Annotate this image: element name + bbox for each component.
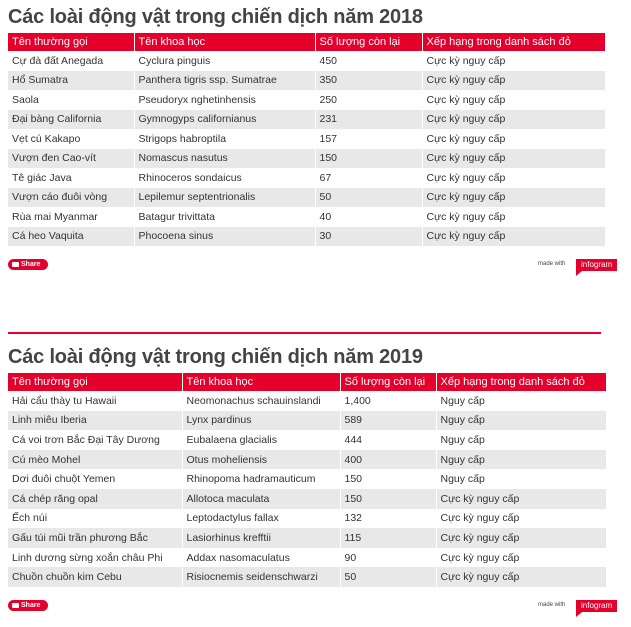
table-row [8,391,606,411]
cell-scientific-name: Otus moheliensis [182,450,340,470]
cell-remaining: 157 [315,129,422,149]
share-button[interactable] [8,600,48,611]
cell-remaining: 115 [340,528,436,548]
section-2019 [8,346,606,587]
table-row [8,489,606,509]
cell-red-list: Nguy cấp [436,469,606,489]
cell-common-name: Cú mèo Mohel [8,450,182,470]
cell-remaining: 231 [315,110,422,130]
col-remaining: Số lượng còn lại [315,33,422,51]
col-common-name: Tên thường gọi [8,33,134,51]
col-remaining: Số lượng còn lại [340,373,436,391]
cell-common-name: Vượn cáo đuôi vòng [8,188,134,208]
cell-scientific-name: Rhinoceros sondaicus [134,168,315,188]
col-scientific-name: Tên khoa học [134,33,315,51]
table-row [8,509,606,529]
cell-scientific-name: Lasiorhinus krefftii [182,528,340,548]
table-row [8,188,605,208]
cell-common-name: Chuồn chuồn kim Cebu [8,567,182,587]
cell-scientific-name: Gymnogyps californianus [134,110,315,130]
cell-remaining: 30 [315,227,422,247]
cell-remaining: 40 [315,207,422,227]
cell-common-name: Saola [8,90,134,110]
cell-red-list: Cực kỳ nguy cấp [436,548,606,568]
table-row [8,51,605,71]
section-divider [8,332,601,334]
species-table-2018 [8,33,605,246]
cell-common-name: Rùa mai Myanmar [8,207,134,227]
section-2018 [8,6,606,246]
share-label: Share [21,261,41,268]
table-row [8,411,606,431]
cell-red-list: Cực kỳ nguy cấp [422,110,605,130]
section-title: Các loài động vật trong chiến dịch năm 2018 [8,6,423,28]
table-body [8,391,606,587]
cell-scientific-name: Nomascus nasutus [134,149,315,169]
made-with-text: made with [538,602,566,608]
col-red-list: Xếp hạng trong danh sách đỏ [436,373,606,391]
cell-red-list: Cực kỳ nguy cấp [422,168,605,188]
table-row [8,469,606,489]
cell-remaining: 50 [315,188,422,208]
cell-scientific-name: Strigops habroptila [134,129,315,149]
cell-red-list: Nguy cấp [436,411,606,431]
cell-scientific-name: Cyclura pinguis [134,51,315,71]
cell-common-name: Gấu túi mũi trần phương Bắc [8,528,182,548]
cell-remaining: 67 [315,168,422,188]
cell-common-name: Cá voi trơn Bắc Đại Tây Dương [8,430,182,450]
table-row [8,567,606,587]
cell-red-list: Cực kỳ nguy cấp [422,149,605,169]
cell-red-list: Cực kỳ nguy cấp [422,71,605,91]
cell-common-name: Linh dương sừng xoắn châu Phi [8,548,182,568]
cell-scientific-name: Batagur trivittata [134,207,315,227]
cell-scientific-name: Allotoca maculata [182,489,340,509]
cell-common-name: Cá heo Vaquita [8,227,134,247]
cell-red-list: Cực kỳ nguy cấp [436,489,606,509]
cell-scientific-name: Neomonachus schauinslandi [182,391,340,411]
cell-remaining: 132 [340,509,436,529]
table-body [8,51,605,246]
cell-remaining: 1,400 [340,391,436,411]
cell-common-name: Ếch núi [8,509,182,529]
cell-common-name: Cự đà đất Anegada [8,51,134,71]
footer-2018 [8,259,613,275]
cell-red-list: Cực kỳ nguy cấp [422,227,605,247]
cell-remaining: 150 [340,469,436,489]
cell-remaining: 150 [315,149,422,169]
section-title: Các loài động vật trong chiến dịch năm 2019 [8,346,423,368]
cell-common-name: Đại bàng California [8,110,134,130]
cell-common-name: Tê giác Java [8,168,134,188]
cell-scientific-name: Lynx pardinus [182,411,340,431]
table-row [8,430,606,450]
cell-remaining: 150 [340,489,436,509]
table-row [8,450,606,470]
cell-scientific-name: Eubalaena glacialis [182,430,340,450]
cell-scientific-name: Panthera tigris ssp. Sumatrae [134,71,315,91]
species-table-2019 [8,373,606,587]
cell-remaining: 589 [340,411,436,431]
cell-red-list: Cực kỳ nguy cấp [422,129,605,149]
share-icon [12,603,19,608]
cell-remaining: 450 [315,51,422,71]
cell-common-name: Dơi đuôi chuột Yemen [8,469,182,489]
table-row [8,528,606,548]
col-scientific-name: Tên khoa học [182,373,340,391]
cell-common-name: Linh miêu Iberia [8,411,182,431]
infogram-logo[interactable]: infogram [576,259,617,271]
cell-red-list: Cực kỳ nguy cấp [436,509,606,529]
cell-red-list: Cực kỳ nguy cấp [422,51,605,71]
cell-remaining: 350 [315,71,422,91]
table-row [8,71,605,91]
cell-red-list: Cực kỳ nguy cấp [422,207,605,227]
cell-scientific-name: Pseudoryx nghetinhensis [134,90,315,110]
table-row [8,129,605,149]
col-common-name: Tên thường gọi [8,373,182,391]
cell-common-name: Hổ Sumatra [8,71,134,91]
table-row [8,227,605,247]
cell-common-name: Hải cẩu thày tu Hawaii [8,391,182,411]
cell-scientific-name: Leptodactylus fallax [182,509,340,529]
table-row [8,207,605,227]
made-with-text: made with [538,261,566,267]
cell-scientific-name: Rhinopoma hadramauticum [182,469,340,489]
cell-red-list: Cực kỳ nguy cấp [436,528,606,548]
table-header [8,373,606,391]
share-button[interactable] [8,259,48,270]
cell-common-name: Vẹt cú Kakapo [8,129,134,149]
cell-remaining: 400 [340,450,436,470]
share-icon [12,262,19,267]
table-row [8,110,605,130]
infogram-logo[interactable]: infogram [576,600,617,612]
cell-common-name: Vượn đen Cao-vít [8,149,134,169]
cell-scientific-name: Addax nasomaculatus [182,548,340,568]
cell-red-list: Cực kỳ nguy cấp [436,567,606,587]
table-row [8,168,605,188]
table-row [8,90,605,110]
cell-red-list: Nguy cấp [436,391,606,411]
cell-remaining: 444 [340,430,436,450]
cell-red-list: Cực kỳ nguy cấp [422,188,605,208]
cell-remaining: 90 [340,548,436,568]
cell-common-name: Cá chép răng opal [8,489,182,509]
col-red-list: Xếp hạng trong danh sách đỏ [422,33,605,51]
table-row [8,149,605,169]
table-header [8,33,605,51]
cell-remaining: 50 [340,567,436,587]
cell-scientific-name: Risiocnemis seidenschwarzi [182,567,340,587]
footer-2019 [8,600,613,616]
cell-red-list: Nguy cấp [436,450,606,470]
cell-red-list: Cực kỳ nguy cấp [422,90,605,110]
table-row [8,548,606,568]
cell-scientific-name: Phocoena sinus [134,227,315,247]
cell-red-list: Nguy cấp [436,430,606,450]
share-label: Share [21,602,41,609]
cell-remaining: 250 [315,90,422,110]
cell-scientific-name: Lepilemur septentrionalis [134,188,315,208]
